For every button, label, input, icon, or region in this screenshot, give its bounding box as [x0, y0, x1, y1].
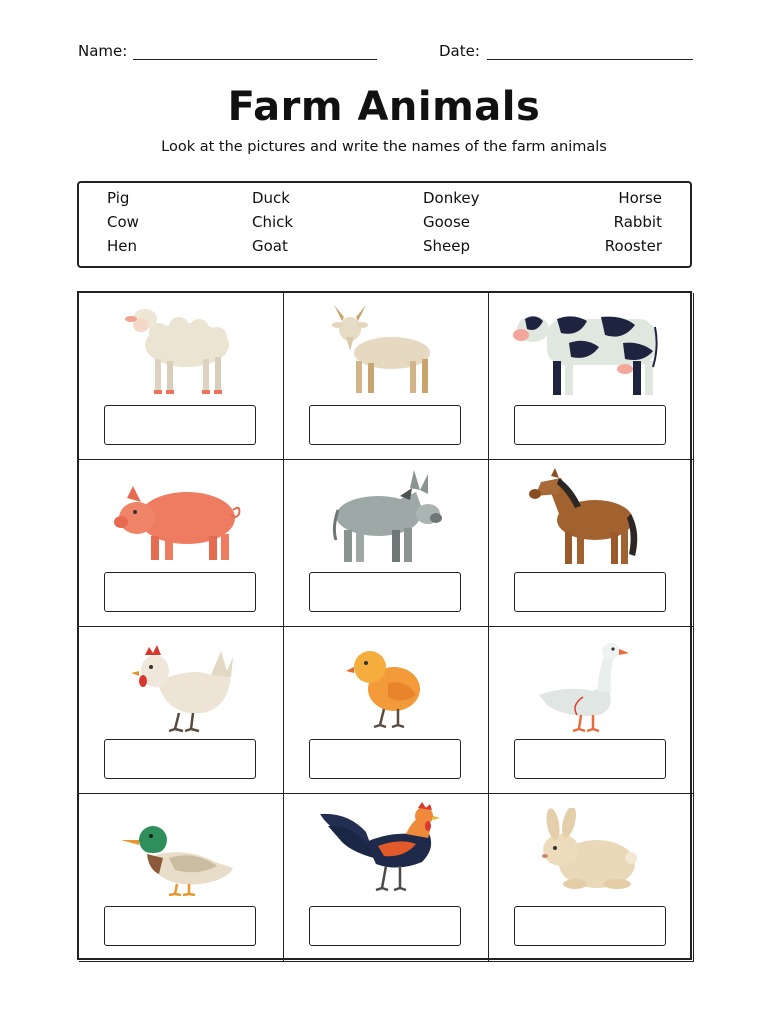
word-bank-item: Chick [252, 213, 294, 231]
word-bank-item: Rooster [604, 237, 662, 255]
sheep-icon [119, 301, 239, 399]
goose-icon [537, 639, 637, 733]
grid-cell [79, 293, 284, 460]
grid-cell [284, 794, 489, 962]
pig-icon [113, 482, 243, 564]
name-label: Name: [78, 42, 128, 60]
answer-box[interactable] [514, 572, 666, 612]
page-subtitle: Look at the pictures and write the names of the farm animals [161, 139, 607, 155]
answer-box[interactable] [514, 906, 666, 946]
grid-cell [284, 627, 489, 794]
grid-cell [489, 794, 694, 962]
grid-cell [489, 627, 694, 794]
word-bank-item: Sheep [423, 237, 471, 255]
grid-cell [489, 460, 694, 627]
word-bank [77, 181, 692, 268]
animal-grid [77, 291, 692, 960]
answer-box[interactable] [309, 739, 461, 779]
donkey-icon [328, 470, 444, 566]
word-bank-item: Goose [423, 213, 471, 231]
word-bank-item: Horse [618, 189, 662, 207]
answer-box[interactable] [104, 405, 256, 445]
cow-icon [513, 307, 659, 399]
grid-cell [284, 460, 489, 627]
rooster-icon [318, 802, 442, 896]
word-bank-item: Rabbit [613, 213, 662, 231]
header-row [78, 42, 692, 64]
word-bank-item: Pig [107, 189, 130, 207]
answer-box[interactable] [104, 906, 256, 946]
horse-icon [529, 468, 641, 568]
word-bank-item: Goat [252, 237, 288, 255]
answer-box[interactable] [309, 572, 461, 612]
chick-icon [344, 643, 428, 731]
page-title: Farm Animals [227, 84, 541, 130]
word-bank-item: Cow [107, 213, 139, 231]
duck-icon [119, 818, 235, 896]
grid-cell [79, 627, 284, 794]
date-label: Date: [439, 42, 480, 60]
answer-box[interactable] [309, 906, 461, 946]
grid-cell [79, 460, 284, 627]
answer-box[interactable] [514, 405, 666, 445]
word-bank-item: Donkey [423, 189, 480, 207]
word-bank-item: Duck [252, 189, 290, 207]
goat-icon [328, 303, 438, 399]
grid-cell [489, 293, 694, 460]
name-line[interactable] [133, 59, 377, 60]
word-bank-item: Hen [107, 237, 138, 255]
hen-icon [127, 641, 237, 733]
grid-cell [284, 293, 489, 460]
date-line[interactable] [487, 59, 693, 60]
answer-box[interactable] [104, 739, 256, 779]
answer-box[interactable] [514, 739, 666, 779]
answer-box[interactable] [104, 572, 256, 612]
rabbit-icon [535, 808, 639, 894]
answer-box[interactable] [309, 405, 461, 445]
grid-cell [79, 794, 284, 962]
